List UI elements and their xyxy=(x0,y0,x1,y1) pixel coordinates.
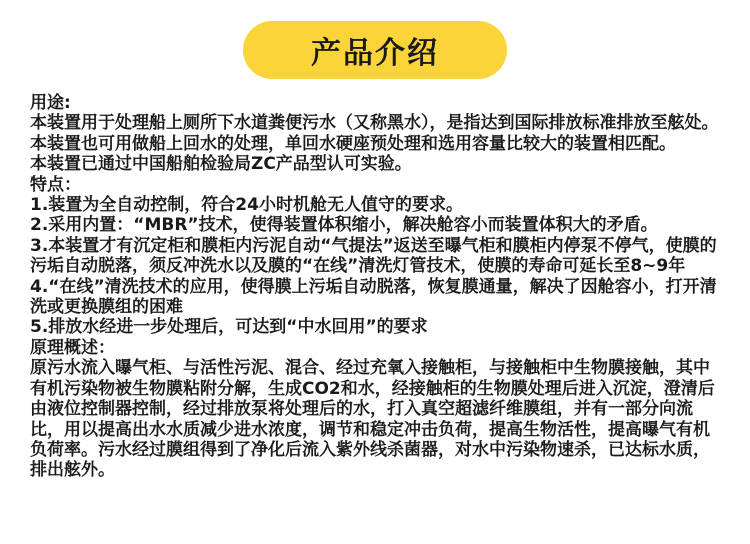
feature-item-1: 1.装置为全自动控制，符合24小时机舱无人值守的要求。 xyxy=(30,195,463,216)
feature-item-4: 4.“在线”清洗技术的应用，使得膜上污垢自动脱落，恢复膜通量，解决了因舱容小，打开清洗或更换膜组的困难 xyxy=(30,276,717,318)
section-label-features: 特点： xyxy=(30,174,81,195)
section-label-principle: 原理概述： xyxy=(30,337,115,358)
page-title: 产品介绍 xyxy=(311,36,439,71)
feature-item-5: 5.排放水经进一步处理后，可达到“中水回用”的要求 xyxy=(30,317,428,338)
principle-paragraph: 原污水流入曝气柜、与活性污泥、混合、经过充氧入接触柜，与接触柜中生物膜接触，其中有机污染物被生物膜粘附分解，生成CO2和水，经接触柜的生物膜处理后进入沉淀，澄清后由液位控制器控制，经过排放泵将处理后的水，打入真空超滤纤维膜组，并有一部分向流比，用以提高出水水质减少进水浓度，调节和稳定冲击负荷，提高生物活性，提高曝气有机负荷率。污水经过膜组得到了净化后流入紫外线杀菌器，对水中污染物速杀，已达标水质，排出舷外。 xyxy=(30,358,715,481)
product-description xyxy=(30,93,720,481)
usage-paragraph: 本装置用于处理船上厕所下水道粪便污水（又称黑水），是指达到国际排放标准排放至舷处。本装置也可用做船上回水的处理，单回水硬座预处理和选用容量比较大的装置相匹配。 xyxy=(30,113,719,154)
feature-item-2: 2.采用内置：“MBR”技术，使得装置体积缩小，解决舱容小而装置体积大的矛盾。 xyxy=(30,215,658,236)
title-badge xyxy=(243,21,507,79)
feature-item-3: 3.本装置才有沉定柜和膜柜内污泥自动“气提法”返送至曝气柜和膜柜内停泵不停气，使膜的污垢自动脱落，须反冲洗水以及膜的“在线”清洗灯管技术，使膜的寿命可延长至8~9年 xyxy=(30,235,717,277)
certification-paragraph: 本装置已通过中国船舶检验局ZC产品型认可实验。 xyxy=(30,154,412,175)
section-label-usage: 用途: xyxy=(30,93,71,113)
